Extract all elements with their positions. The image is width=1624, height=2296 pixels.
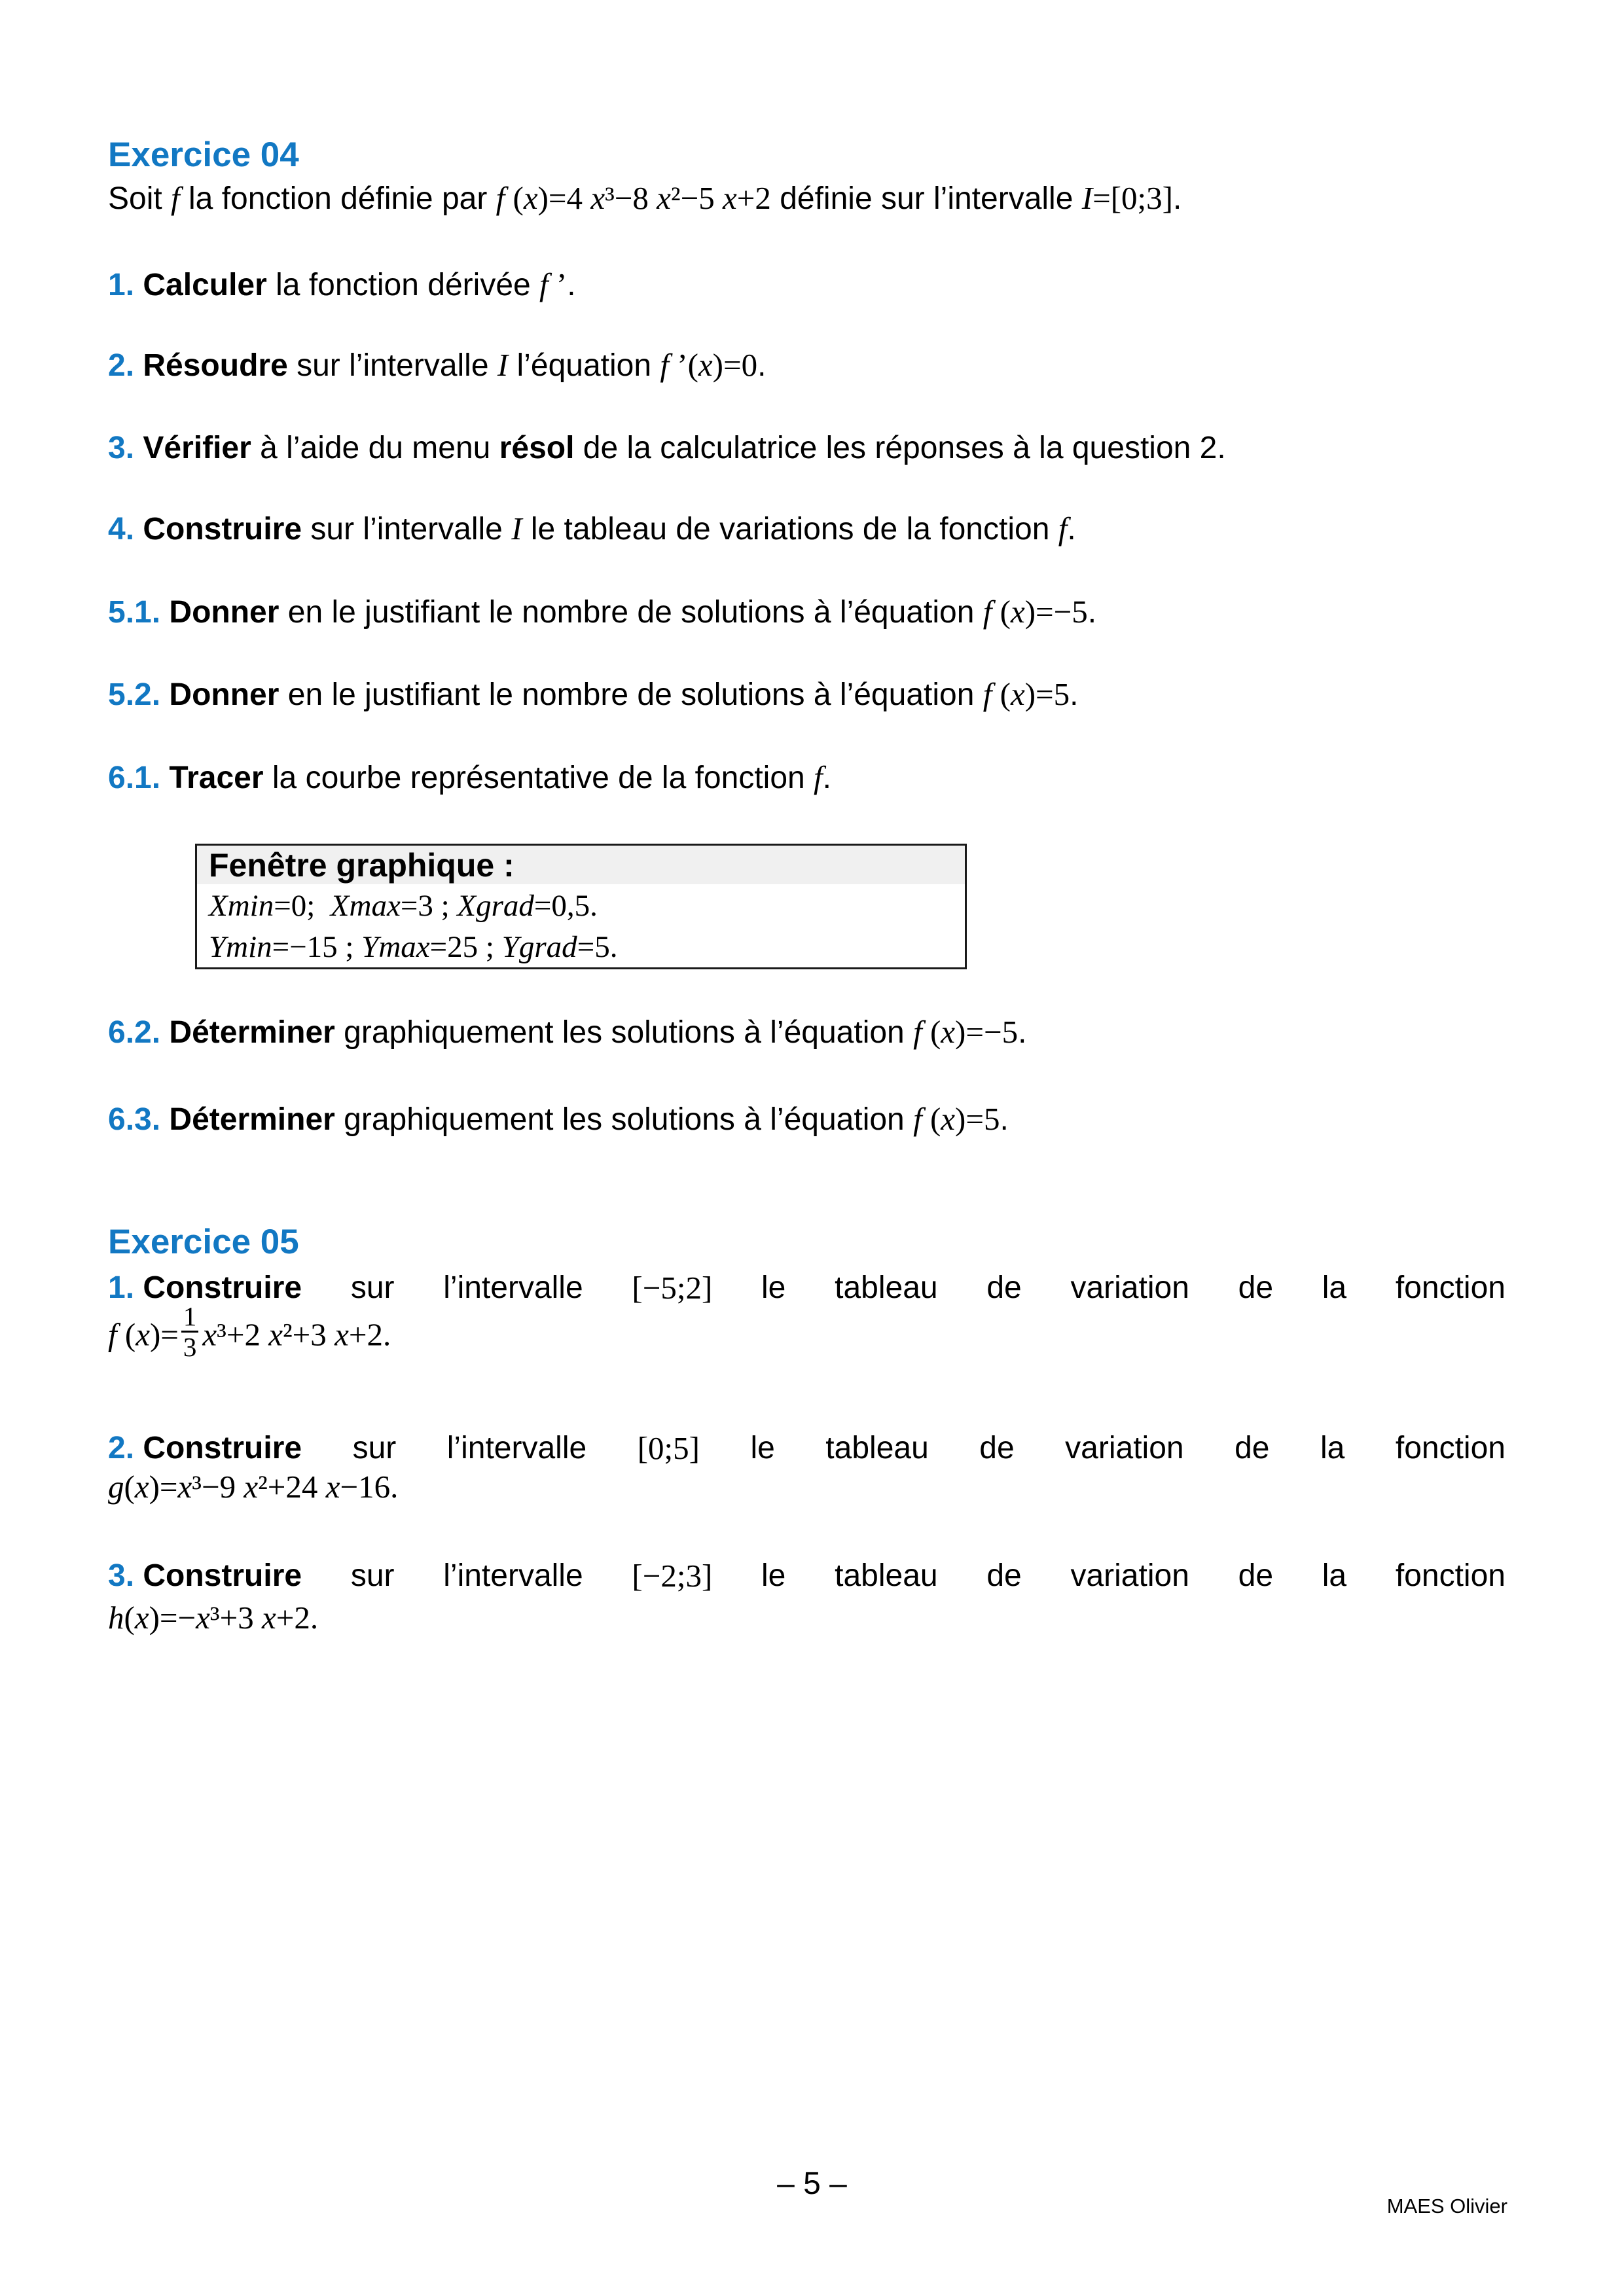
page-number: – 5 – xyxy=(777,2166,847,2201)
item-number: 4. xyxy=(108,512,135,547)
item-number: 6.2. xyxy=(108,1015,161,1050)
item-number: 2. xyxy=(108,348,135,383)
ex04-item-5-2: 5.2. Donner en le justifiant le nombre de solutions à l’équation f (x)=5. xyxy=(108,676,1079,712)
interval: [−5;2] xyxy=(632,1270,713,1306)
fenetre-graphique-box xyxy=(195,844,967,969)
item-number: 5.1. xyxy=(108,595,161,630)
ex04-item-6-3: 6.3. Déterminer graphiquement les solutions à l’équation f (x)=5. xyxy=(108,1101,1009,1137)
ex04-item-6-2: 6.2. Déterminer graphiquement les solutions à l’équation f (x)=−5. xyxy=(108,1014,1027,1050)
ex05-item-3-formula: h(x)=−x³+3 x+2. xyxy=(108,1600,319,1636)
ex05-item-1-formula xyxy=(108,1301,391,1367)
ex05-item-1-line: 1. Construire sur l’intervalle [−5;2] le tableau de variation de la fonction xyxy=(108,1268,1506,1308)
item-number: 5.2. xyxy=(108,677,161,712)
fraction-numerator: 1 xyxy=(183,1301,197,1331)
item-number: 3. xyxy=(108,1558,135,1593)
ex04-item-5-1: 5.1. Donner en le justifiant le nombre de solutions à l’équation f (x)=−5. xyxy=(108,594,1097,630)
ex04-intro: Soit f la fonction définie par f (x)=4 x³−8 x²−5 x+2 définie sur l’intervalle I=[0;3]. xyxy=(108,180,1182,216)
fraction-one-third xyxy=(181,1302,199,1362)
ex04-item-6-1: 6.1. Tracer la courbe représentative de la fonction f. xyxy=(108,759,832,795)
item-number: 3. xyxy=(108,431,135,465)
formula-suffix: x³+2 x²+3 x+2. xyxy=(202,1316,391,1353)
author-name: MAES Olivier xyxy=(1386,2195,1507,2217)
item-lead: 1. Construire xyxy=(108,1270,302,1305)
ex04-title: Exercice 04 xyxy=(108,135,299,174)
item-number: 1. xyxy=(108,268,135,302)
ex04-item-4: 4. Construire sur l’intervalle I le tableau de variations de la fonction f. xyxy=(108,511,1076,547)
ex05-item-3-line: 3. Construire sur l’intervalle [−2;3] le tableau de variation de la fonction xyxy=(108,1556,1506,1596)
interval: [−2;3] xyxy=(632,1558,713,1594)
fenetre-x-settings: Xmin=0; Xmax=3 ; Xgrad=0,5. xyxy=(209,889,598,923)
item-number: 1. xyxy=(108,1270,135,1305)
interval: [0;5] xyxy=(637,1430,700,1466)
ex05-item-2-line: 2. Construire sur l’intervalle [0;5] le tableau de variation de la fonction xyxy=(108,1429,1506,1468)
item-number: 6.3. xyxy=(108,1102,161,1137)
fenetre-box-title: Fenêtre graphique : xyxy=(197,846,965,884)
ex05-title: Exercice 05 xyxy=(108,1223,299,1261)
item-lead: 3. Construire xyxy=(108,1558,302,1593)
ex04-item-2: 2. Résoudre sur l’intervalle I l’équation f ’(x)=0. xyxy=(108,347,767,383)
ex04-item-1: 1. Calculer la fonction dérivée f ’. xyxy=(108,266,576,302)
item-lead: 2. Construire xyxy=(108,1431,302,1465)
ex04-item-3: 3. Vérifier à l’aide du menu résol de la calculatrice les réponses à la question 2. xyxy=(108,431,1226,465)
formula-prefix: f (x)= xyxy=(108,1316,179,1353)
item-number: 2. xyxy=(108,1431,135,1465)
item-number: 6.1. xyxy=(108,761,161,795)
fraction-denominator: 3 xyxy=(181,1331,199,1361)
ex05-item-2-formula: g(x)=x³−9 x²+24 x−16. xyxy=(108,1469,399,1505)
fenetre-y-settings: Ymin=−15 ; Ymax=25 ; Ygrad=5. xyxy=(209,930,618,964)
